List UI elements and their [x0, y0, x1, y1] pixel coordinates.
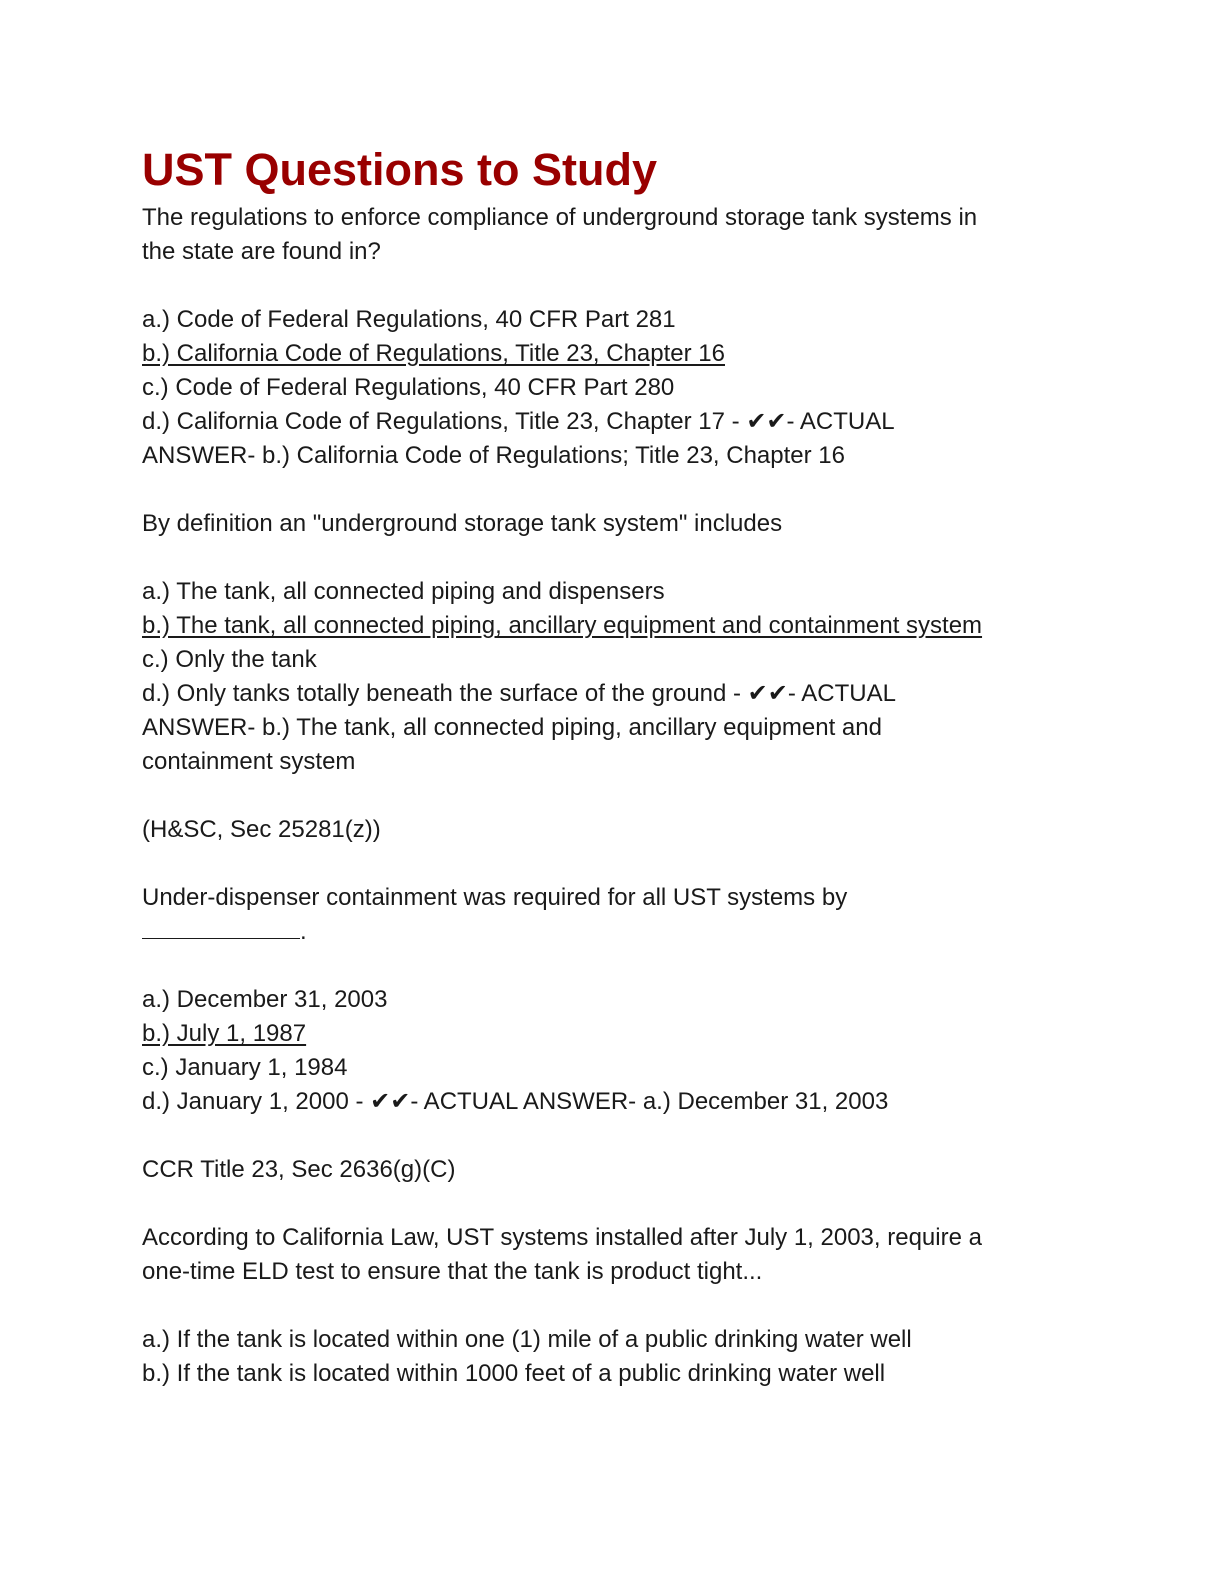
underlined-option: b.) The tank, all connected piping, ancillary equipment and containment system — [142, 612, 983, 639]
line-text: According to California Law, UST systems installed after July 1, 2003, require a — [142, 1224, 982, 1251]
text-line — [142, 643, 1082, 677]
text-line — [142, 439, 1082, 473]
underlined-option: b.) July 1, 1987 — [142, 1020, 307, 1047]
text-line — [142, 1153, 1082, 1187]
line-text: a.) Code of Federal Regulations, 40 CFR Part 281 — [142, 306, 676, 333]
text-line — [142, 1255, 1082, 1289]
blank-line — [142, 1289, 1082, 1323]
text-line — [142, 1051, 1082, 1085]
text-line — [142, 1323, 1082, 1357]
line-text: the state are found in? — [142, 238, 381, 265]
blank-line — [142, 779, 1082, 813]
line-text: By definition an "underground storage tank system" includes — [142, 510, 783, 537]
text-line — [142, 813, 1082, 847]
underlined-option: b.) California Code of Regulations, Title 23, Chapter 16 — [142, 340, 725, 367]
line-text: d.) January 1, 2000 - ✔✔- ACTUAL ANSWER- a.) December 31, 2003 — [142, 1088, 889, 1115]
text-line — [142, 1221, 1082, 1255]
line-text: d.) California Code of Regulations, Title 23, Chapter 17 - ✔✔- ACTUAL — [142, 408, 895, 435]
document-page — [142, 140, 1082, 1391]
line-text: ANSWER- b.) California Code of Regulations; Title 23, Chapter 16 — [142, 442, 845, 469]
line-text: ANSWER- b.) The tank, all connected piping, ancillary equipment and — [142, 714, 882, 741]
fill-in-blank — [142, 915, 1082, 949]
text-line — [142, 1085, 1082, 1119]
line-text: (H&SC, Sec 25281(z)) — [142, 816, 381, 843]
text-line — [142, 677, 1082, 711]
line-text: The regulations to enforce compliance of underground storage tank systems in — [142, 204, 978, 231]
text-line — [142, 235, 1082, 269]
line-text: containment system — [142, 748, 356, 775]
blank-line — [142, 541, 1082, 575]
text-line — [142, 371, 1082, 405]
line-text: a.) If the tank is located within one (1) mile of a public drinking water well — [142, 1326, 912, 1353]
blank-underline — [142, 916, 300, 939]
text-line — [142, 1017, 1082, 1051]
line-text: Under-dispenser containment was required for all UST systems by — [142, 884, 848, 911]
blank-line — [142, 949, 1082, 983]
line-text: c.) January 1, 1984 — [142, 1054, 348, 1081]
text-line — [142, 507, 1082, 541]
line-text: a.) December 31, 2003 — [142, 986, 388, 1013]
blank-line — [142, 847, 1082, 881]
text-line — [142, 983, 1082, 1017]
document-title: UST Questions to Study — [142, 144, 658, 195]
line-text: one-time ELD test to ensure that the tank is product tight... — [142, 1258, 763, 1285]
blank-line — [142, 269, 1082, 303]
line-text: a.) The tank, all connected piping and dispensers — [142, 578, 665, 605]
text-line — [142, 337, 1082, 371]
line-text: b.) If the tank is located within 1000 feet of a public drinking water well — [142, 1360, 886, 1387]
text-line — [142, 609, 1082, 643]
document-body — [142, 201, 1082, 1391]
blank-line — [142, 1187, 1082, 1221]
text-line — [142, 1357, 1082, 1391]
text-line — [142, 405, 1082, 439]
text-line — [142, 303, 1082, 337]
text-line — [142, 745, 1082, 779]
blank-line — [142, 473, 1082, 507]
punctuation: . — [300, 918, 307, 945]
text-line — [142, 201, 1082, 235]
text-line — [142, 711, 1082, 745]
text-line — [142, 881, 1082, 915]
line-text: c.) Only the tank — [142, 646, 317, 673]
line-text: CCR Title 23, Sec 2636(g)(C) — [142, 1156, 456, 1183]
blank-line — [142, 1119, 1082, 1153]
text-line — [142, 575, 1082, 609]
line-text: c.) Code of Federal Regulations, 40 CFR Part 280 — [142, 374, 675, 401]
line-text: d.) Only tanks totally beneath the surface of the ground - ✔✔- ACTUAL — [142, 680, 896, 707]
